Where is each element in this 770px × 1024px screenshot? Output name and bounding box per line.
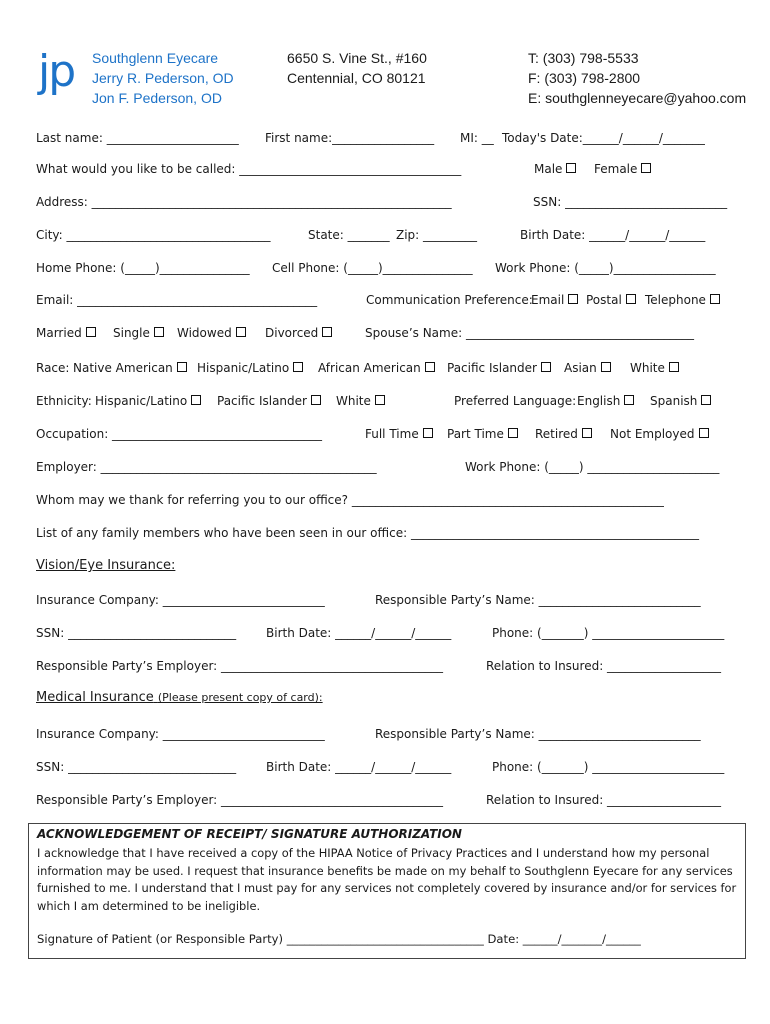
race-pacific-checkbox[interactable] [541,362,551,372]
race-asian-label: Asian [564,361,597,375]
part-time-checkbox[interactable] [508,428,518,438]
vision-ssn-field[interactable]: SSN: ____________________________ [36,626,237,640]
comm-telephone-option[interactable] [645,291,720,309]
ssn-field[interactable]: SSN: ___________________________ [533,195,728,209]
not-employed-option[interactable] [610,425,709,443]
lang-english-label: English [577,394,621,408]
practice-name-block [92,48,234,108]
retired-checkbox[interactable] [582,428,592,438]
medical-company-row [36,725,742,743]
lang-english-checkbox[interactable] [624,395,634,405]
race-pacific-label: Pacific Islander [447,361,537,375]
divorced-checkbox[interactable] [322,327,332,337]
practice-logo: jp [38,46,75,97]
lang-english-option[interactable] [577,392,634,410]
city-state-zip: Centennial, CO 80121 [287,70,426,86]
medical-responsible-employer-field[interactable]: Responsible Party’s Employer: _____________________________________ [36,793,444,807]
email-row [36,291,742,309]
practice-address-block [287,48,427,88]
medical-ssn-field[interactable]: SSN: ____________________________ [36,760,237,774]
doctor-name-2: Jon F. Pederson, OD [92,90,222,106]
retired-label: Retired [535,427,578,441]
ethnicity-row [36,392,742,410]
occupation-row [36,425,742,443]
married-option[interactable] [36,324,96,342]
female-option[interactable] [594,160,651,178]
full-time-checkbox[interactable] [423,428,433,438]
race-white-checkbox[interactable] [669,362,679,372]
race-pacific-option[interactable] [447,359,551,377]
full-time-label: Full Time [365,427,419,441]
spouse-name-field[interactable]: Spouse’s Name: ______________________________________ [365,326,694,340]
medical-insurance-company-field[interactable]: Insurance Company: ___________________________ [36,727,325,741]
preferred-language-label: Preferred Language: [454,394,577,408]
employer-row [36,458,742,476]
race-native-option[interactable] [73,359,187,377]
lang-spanish-checkbox[interactable] [701,395,711,405]
city-field[interactable]: City: __________________________________ [36,228,271,242]
medical-relation-field[interactable]: Relation to Insured: ___________________ [486,793,722,807]
comm-telephone-label: Telephone [645,293,706,307]
eth-white-label: White [336,394,371,408]
female-label: Female [594,162,638,176]
eth-pacific-label: Pacific Islander [217,394,307,408]
divorced-label: Divorced [265,326,319,340]
married-label: Married [36,326,82,340]
lang-spanish-option[interactable] [650,392,711,410]
cell-phone-field[interactable]: Cell Phone: (_____)_______________ [272,261,473,275]
eth-pacific-option[interactable] [217,392,321,410]
vision-responsible-name-field[interactable]: Responsible Party’s Name: ___________________________ [375,593,701,607]
race-hispanic-option[interactable] [197,359,303,377]
vision-insurance-company-field[interactable]: Insurance Company: ___________________________ [36,593,325,607]
vision-ssn-row [36,624,742,642]
eth-white-checkbox[interactable] [375,395,385,405]
ack-line-3: furnished to me. I understand that I must pay for any services not completely covered by insurance and/or for services for [37,881,737,895]
comm-telephone-checkbox[interactable] [710,294,720,304]
street-address: 6650 S. Vine St., #160 [287,50,427,66]
medical-phone-field[interactable]: Phone: (_______) ______________________ [492,760,725,774]
race-white-label: White [630,361,665,375]
employer-field[interactable]: Employer: ______________________________________________ [36,460,377,474]
preferred-name-field[interactable]: What would you like to be called: _____________________________________ [36,162,462,176]
comm-postal-checkbox[interactable] [626,294,636,304]
full-time-option[interactable] [365,425,433,443]
comm-pref-label: Communication Preference: [366,293,533,307]
acknowledgement-text [37,845,737,915]
comm-postal-option[interactable] [586,291,636,309]
home-phone-field[interactable]: Home Phone: (_____)_______________ [36,261,250,275]
race-african-checkbox[interactable] [425,362,435,372]
medical-employer-row [36,791,742,809]
acknowledgement-box [28,823,746,959]
eth-white-option[interactable] [336,392,385,410]
zip-field[interactable]: Zip: _________ [396,228,478,242]
medical-insurance-title [36,690,323,705]
part-time-label: Part Time [447,427,504,441]
acknowledgement-title: ACKNOWLEDGEMENT OF RECEIPT/ SIGNATURE AUTHORIZATION [37,827,462,841]
race-row [36,359,742,377]
widowed-checkbox[interactable] [236,327,246,337]
vision-company-row [36,591,742,609]
vision-phone-field[interactable]: Phone: (_______) ______________________ [492,626,725,640]
telephone: T: (303) 798-5533 [528,50,639,66]
retired-option[interactable] [535,425,592,443]
single-checkbox[interactable] [154,327,164,337]
marital-row [36,324,742,342]
not-employed-checkbox[interactable] [699,428,709,438]
medical-insurance-subtitle: (Please present copy of card): [157,691,323,704]
work-phone-field[interactable]: Work Phone: (_____)_________________ [495,261,716,275]
first-name-field[interactable]: First name:_________________ [265,131,435,145]
referral-row [36,491,742,509]
email-field[interactable]: Email: ________________________________________ [36,293,318,307]
race-african-option[interactable] [318,359,435,377]
not-employed-label: Not Employed [610,427,695,441]
practice-contact-block [528,48,746,108]
employer-work-phone-field[interactable]: Work Phone: (_____) ______________________ [465,460,720,474]
eth-hispanic-checkbox[interactable] [191,395,201,405]
todays-date-field[interactable]: Today's Date:______/______/_______ [502,131,705,145]
eth-hispanic-label: Hispanic/Latino [95,394,188,408]
state-field[interactable]: State: _______ [308,228,390,242]
race-white-option[interactable] [630,359,679,377]
email-address: E: southglenneyecare@yahoo.com [528,90,747,106]
comm-email-checkbox[interactable] [568,294,578,304]
family-row [36,524,742,542]
ethnicity-label: Ethnicity: [36,394,92,408]
male-option[interactable] [534,160,576,178]
vision-responsible-employer-field[interactable]: Responsible Party’s Employer: _____________________________________ [36,659,444,673]
race-hispanic-checkbox[interactable] [293,362,303,372]
part-time-option[interactable] [447,425,518,443]
city-row [36,226,742,244]
ack-line-2: information may be used. I request that insurance benefits be made on my behalf to Southglenn Eyecare for any services [37,863,733,878]
medical-responsible-name-field[interactable]: Responsible Party’s Name: ___________________________ [375,727,701,741]
lang-spanish-label: Spanish [650,394,698,408]
vision-relation-field[interactable]: Relation to Insured: ___________________ [486,659,722,673]
birth-date-field[interactable]: Birth Date: ______/______/______ [520,228,706,242]
fax: F: (303) 798-2800 [528,70,641,86]
eth-pacific-checkbox[interactable] [311,395,321,405]
female-checkbox[interactable] [641,163,651,173]
ack-line-4: which I am determined to be ineligible. [37,898,261,913]
single-label: Single [113,326,150,340]
race-asian-option[interactable] [564,359,611,377]
widowed-option[interactable] [177,324,246,342]
vision-birth-date-field[interactable]: Birth Date: ______/______/______ [266,626,452,640]
race-native-label: Native American [73,361,173,375]
race-asian-checkbox[interactable] [601,362,611,372]
male-label: Male [534,162,563,176]
comm-postal-label: Postal [586,293,622,307]
widowed-label: Widowed [177,326,232,340]
race-african-label: African American [318,361,421,375]
married-checkbox[interactable] [86,327,96,337]
phone-row [36,259,742,277]
occupation-field[interactable]: Occupation: ___________________________________ [36,427,323,441]
medical-birth-date-field[interactable]: Birth Date: ______/______/______ [266,760,452,774]
vision-insurance-title: Vision/Eye Insurance: [36,558,176,573]
comm-email-label: Email [531,293,565,307]
address-field[interactable]: Address: ____________________________________________________________ [36,195,452,209]
single-option[interactable] [113,324,164,342]
referral-field[interactable]: Whom may we thank for referring you to our office? ____________________________________________________ [36,493,664,507]
divorced-option[interactable] [265,324,332,342]
family-members-field[interactable]: List of any family members who have been seen in our office: ________________________________________________ [36,526,699,540]
race-hispanic-label: Hispanic/Latino [197,361,290,375]
race-native-checkbox[interactable] [177,362,187,372]
ack-line-1: I acknowledge that I have received a copy of the HIPAA Notice of Privacy Practices and I understand how my personal [37,846,710,860]
doctor-name-1: Jerry R. Pederson, OD [92,70,234,86]
race-label: Race: [36,361,70,375]
vision-employer-row [36,657,742,675]
address-row [36,193,742,211]
male-checkbox[interactable] [566,163,576,173]
medical-ssn-row [36,758,742,776]
signature-date-field[interactable]: Signature of Patient (or Responsible Party) __________________________________ Date: ______/_______/______ [37,932,641,946]
last-name-field[interactable]: Last name: ______________________ [36,131,239,145]
preferred-name-row [36,160,742,178]
mi-field[interactable]: MI: __ [460,131,494,145]
name-row [36,129,742,147]
eth-hispanic-option[interactable] [95,392,201,410]
practice-name: Southglenn Eyecare [92,50,219,66]
comm-email-option[interactable] [531,291,578,309]
medical-insurance-title-text: Medical Insurance [36,690,154,705]
